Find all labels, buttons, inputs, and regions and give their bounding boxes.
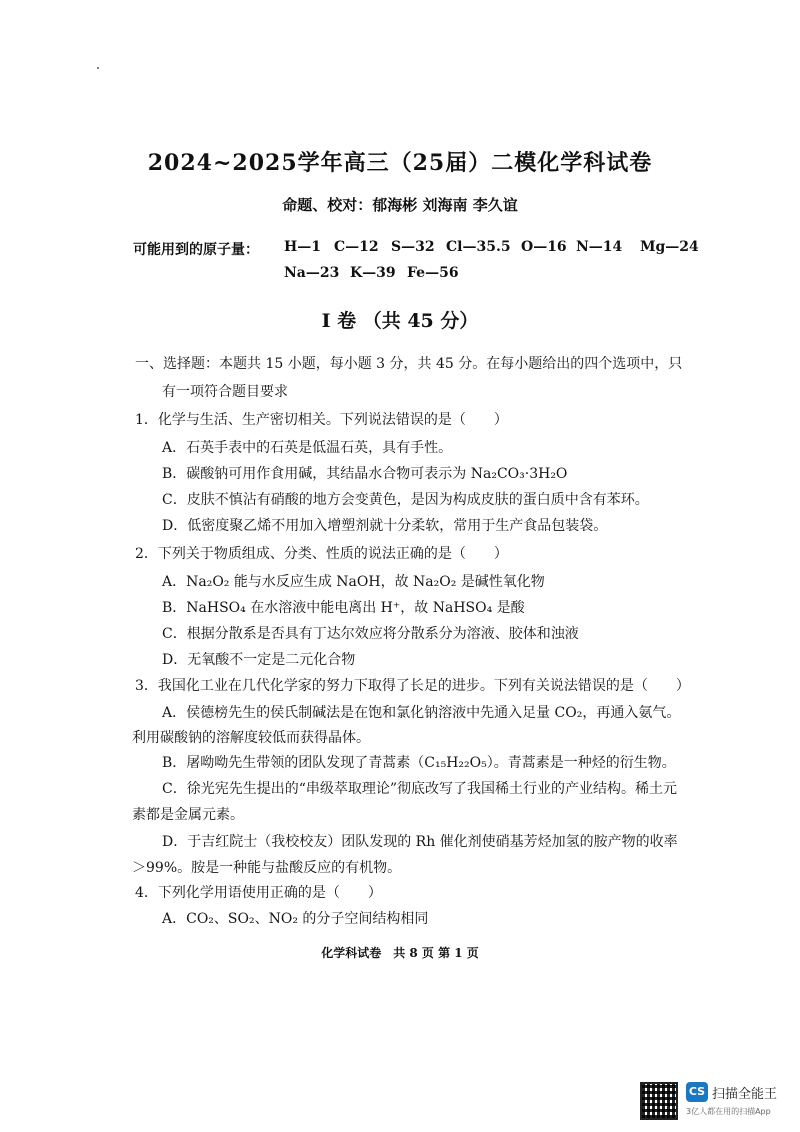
section-instruction: 一、选择题：本题共 15 小题，每小题 3 分，共 45 分。在每小题给出的四个选项中，只 [135, 356, 683, 372]
atomic-mass-entry: Na—23 [284, 265, 340, 281]
question-3-option-d: D．于吉红院士（我校校友）团队发现的 Rh 催化剂使硝基芳烃加氢的胺产物的收率 [162, 834, 678, 850]
question-3-option-c-cont: 素都是金属元素。 [132, 807, 244, 823]
question-2-option-b: B．NaHSO₄ 在水溶液中能电离出 H⁺，故 NaHSO₄ 是酸 [162, 600, 525, 616]
question-1-option-c: C．皮肤不慎沾有硝酸的地方会变黄色，是因为构成皮肤的蛋白质中含有苯环。 [162, 492, 649, 508]
question-3-option-c: C．徐光宪先生提出的“串级萃取理论”彻底改写了我国稀土行业的产业结构。稀土元 [162, 781, 678, 797]
atomic-mass-entry: N—14 [576, 239, 623, 255]
question-1-option-d: D．低密度聚乙烯不用加入增塑剂就十分柔软，常用于生产食品包装袋。 [162, 518, 608, 534]
atomic-mass-entry: O—16 [521, 239, 567, 255]
question-1-option-a: A．石英手表中的石英是低温石英，具有手性。 [162, 440, 453, 456]
atomic-mass-entry: Fe—56 [407, 265, 459, 281]
atomic-mass-entry: Mg—24 [640, 239, 699, 255]
question-3-option-b: B．屠呦呦先生带领的团队发现了青蒿素（C₁₅H₂₂O₅）。青蒿素是一种烃的衍生物。 [162, 755, 676, 771]
exam-title: 2024~2025学年高三（25届）二模化学科试卷 [147, 150, 653, 176]
atomic-mass-entry: H—1 [284, 239, 321, 255]
question-1-stem: 1．化学与生活、生产密切相关。下列说法错误的是（ ） [135, 412, 508, 428]
question-2-option-d: D．无氧酸不一定是二元化合物 [162, 652, 356, 668]
qr-code-icon [640, 1082, 678, 1120]
camscanner-logo-icon: CS [686, 1082, 708, 1102]
question-3-option-a-cont: 利用碳酸钠的溶解度较低而获得晶体。 [132, 730, 370, 746]
page-footer: 化学科试卷 共 8 页 第 1 页 [321, 946, 479, 960]
question-2-option-a: A．Na₂O₂ 能与水反应生成 NaOH，故 Na₂O₂ 是碱性氧化物 [162, 574, 545, 590]
question-2-stem: 2．下列关于物质组成、分类、性质的说法正确的是（ ） [135, 546, 508, 562]
question-1-option-b: B．碳酸钠可用作食用碱，其结晶水合物可表示为 Na₂CO₃·3H₂O [162, 466, 568, 482]
atomic-mass-entry: S—32 [391, 239, 435, 255]
question-3-option-a: A．侯德榜先生的侯氏制碱法是在饱和氯化钠溶液中先通入足量 CO₂，再通入氨气。 [162, 705, 681, 721]
camscanner-name: 扫描全能王 [712, 1087, 778, 1102]
question-4-option-a: A．CO₂、SO₂、NO₂ 的分子空间结构相同 [162, 911, 429, 927]
question-3-option-d-cont: ＞99%。胺是一种能与盐酸反应的有机物。 [132, 860, 402, 876]
section-title: I 卷 （共 45 分） [321, 310, 479, 332]
section-instruction-cont: 有一项符合题目要求 [162, 384, 288, 400]
atomic-mass-label: 可能用到的原子量： [133, 242, 259, 258]
atomic-mass-entry: C—12 [334, 239, 379, 255]
atomic-mass-entry: Cl—35.5 [446, 239, 511, 255]
question-4-stem: 4．下列化学用语使用正确的是（ ） [135, 885, 382, 901]
camscanner-tagline: 3亿人都在用的扫描App [686, 1107, 771, 1116]
scan-speck [97, 67, 99, 69]
atomic-mass-entry: K—39 [350, 265, 396, 281]
question-3-stem: 3．我国化工业在几代化学家的努力下取得了长足的进步。下列有关说法错误的是（ ） [135, 678, 690, 694]
question-2-option-c: C．根据分散系是否具有丁达尔效应将分散系分为溶液、胶体和浊液 [162, 626, 579, 642]
exam-authors: 命题、校对：郁海彬 刘海南 李久谊 [282, 196, 518, 214]
